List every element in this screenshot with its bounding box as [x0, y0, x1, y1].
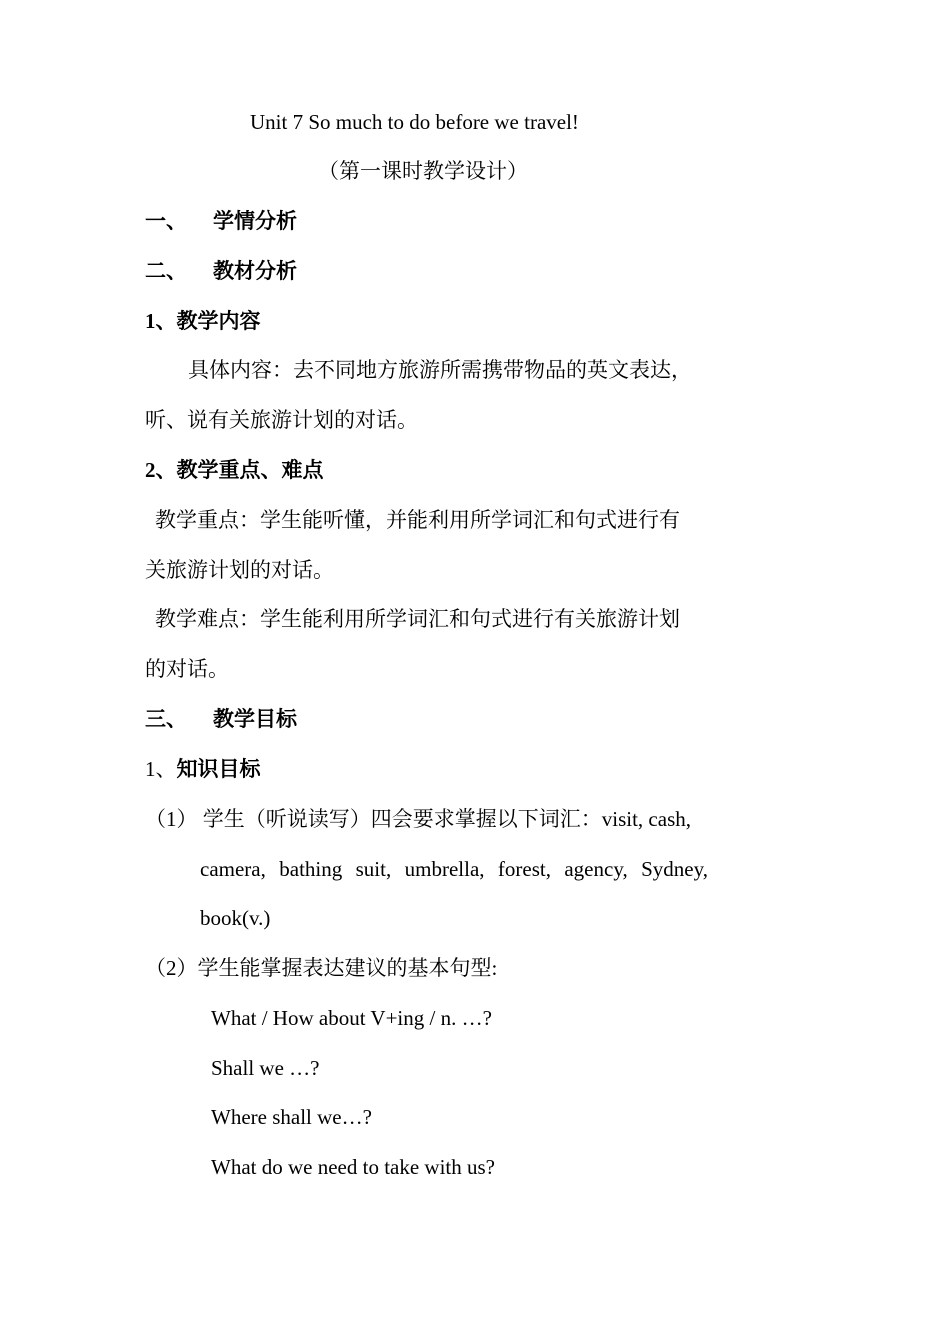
section-number: 三、 — [145, 707, 187, 731]
subheading-teaching-content: 1、教学内容 — [145, 309, 261, 333]
list-item-line: book(v.) — [200, 906, 271, 930]
subheading-number: 1、 — [145, 757, 177, 781]
section-title: 教学目标 — [213, 707, 297, 731]
paragraph-line: 教学难点：学生能利用所学词汇和句式进行有关旅游计划 — [155, 607, 680, 631]
subheading-text: 知识目标 — [176, 757, 261, 781]
section-number: 一、 — [145, 209, 187, 233]
section-heading-1 — [145, 206, 297, 236]
paragraph-line: 教学重点：学生能听懂，并能利用所学词汇和句式进行有 — [155, 508, 680, 532]
section-heading-3 — [145, 704, 297, 734]
paragraph-line: 具体内容：去不同地方旅游所需携带物品的英文表达， — [188, 358, 692, 382]
section-title: 学情分析 — [213, 209, 297, 233]
paragraph-line: 关旅游计划的对话。 — [145, 558, 334, 582]
sentence-pattern: Shall we …? — [211, 1056, 320, 1080]
paragraph-line: 听、说有关旅游计划的对话。 — [145, 408, 418, 432]
subheading-key-points: 2、教学重点、难点 — [145, 458, 324, 482]
sentence-pattern: What / How about V+ing / n. …? — [211, 1006, 492, 1030]
doc-title: Unit 7 So much to do before we travel! — [250, 110, 579, 134]
section-title: 教材分析 — [213, 259, 297, 283]
sentence-pattern: What do we need to take with us? — [211, 1155, 495, 1179]
sentence-pattern: Where shall we…? — [211, 1105, 372, 1129]
paragraph-line: 的对话。 — [145, 657, 229, 681]
list-item-line: （2）学生能掌握表达建议的基本句型: — [145, 956, 498, 980]
section-number: 二、 — [145, 259, 187, 283]
subheading-knowledge-goals — [145, 754, 261, 784]
section-heading-2 — [145, 256, 297, 286]
list-item-line: camera, bathing suit, umbrella, forest, agency, Sydney, — [200, 857, 708, 881]
list-item-line: （1） 学生（听说读写）四会要求掌握以下词汇：visit, cash, — [145, 807, 691, 831]
doc-subtitle: （第一课时教学设计） — [318, 159, 528, 183]
